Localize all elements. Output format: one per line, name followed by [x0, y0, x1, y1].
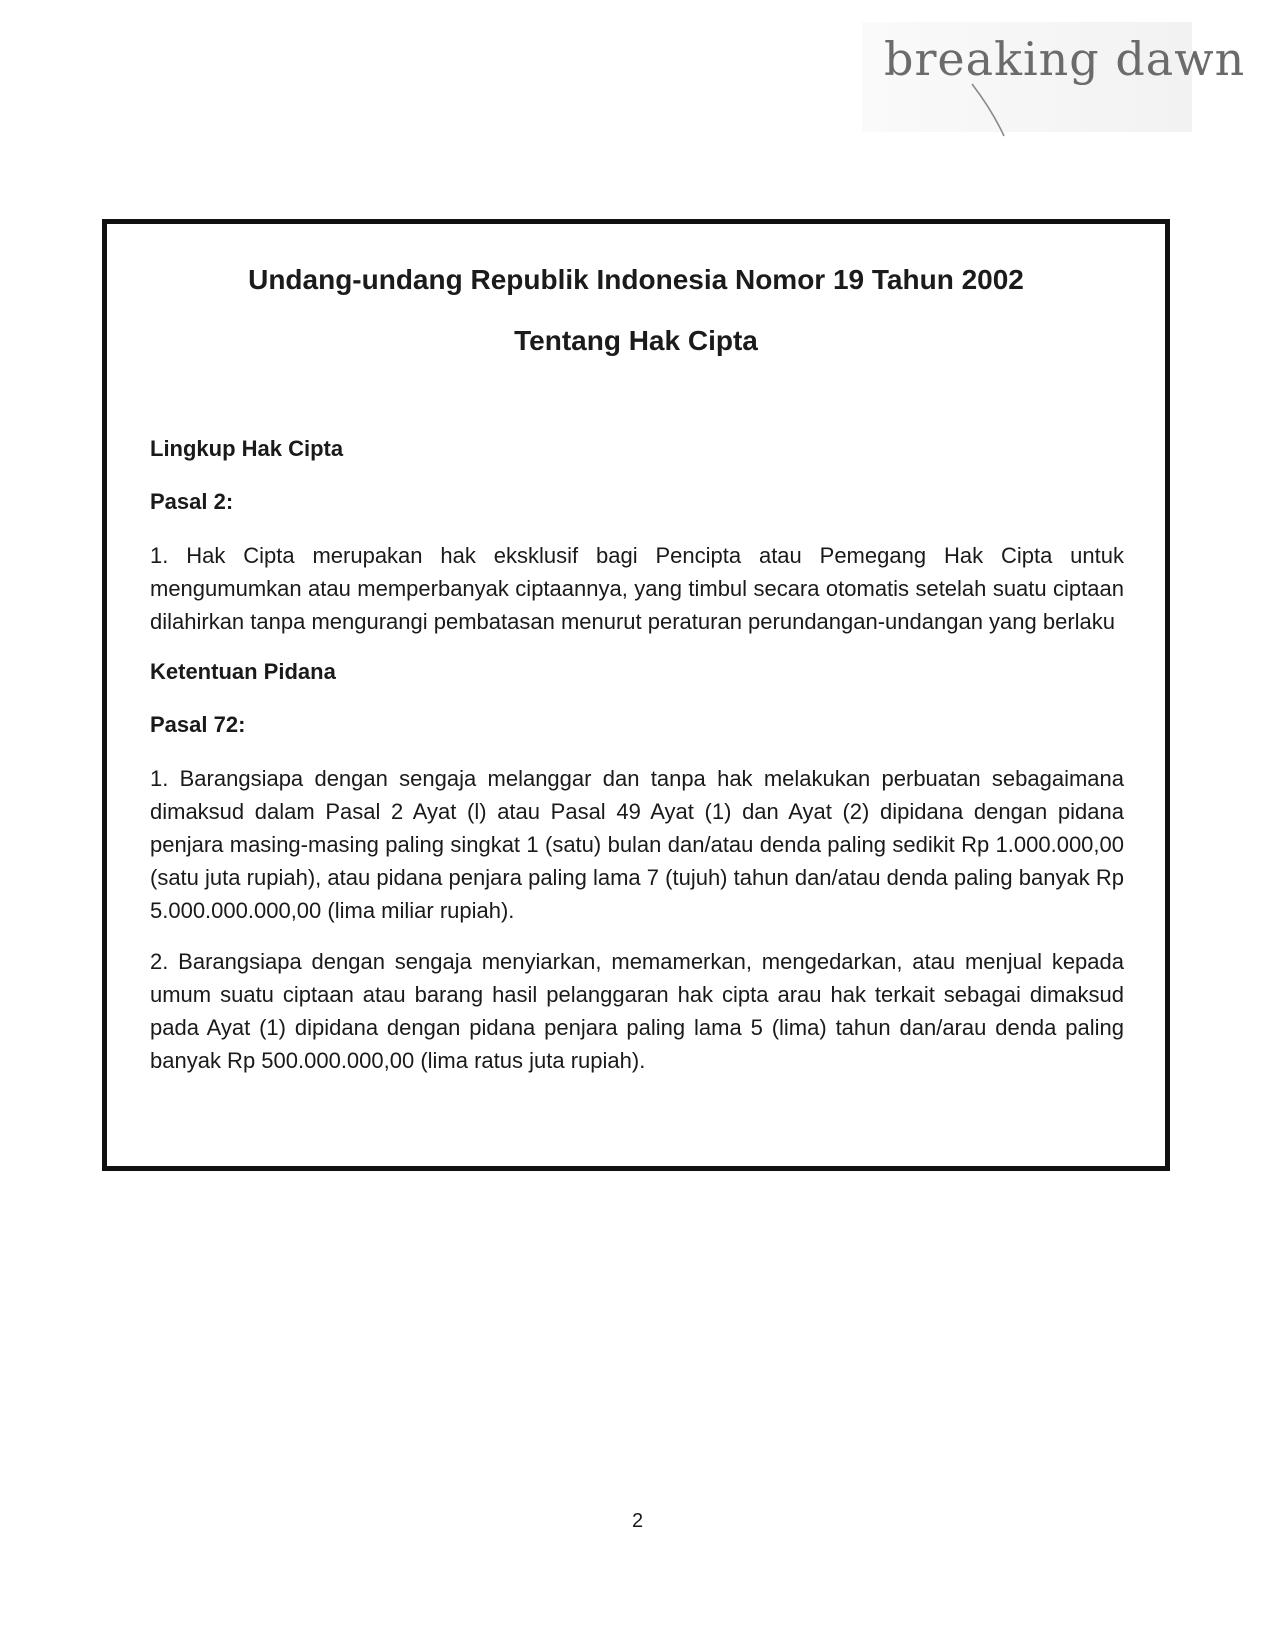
page-number: 2: [631, 1510, 644, 1532]
logo-text: breaking dawn: [884, 32, 1246, 86]
pasal-72-paragraph-1: 1. Barangsiapa dengan sengaja melanggar dan tanpa hak melakukan perbuatan sebagaimana dimaksud dalam Pasal 2 Ayat (l) atau Pasal 49 Ayat (1) dan Ayat (2) dipidana dengan pidana penjara masing-masing paling singkat 1 (satu) bulan dan/atau denda paling sedikit Rp 1.000.000,00 (satu juta rupiah), atau pidana penjara paling lama 7 (tujuh) tahun dan/atau denda paling banyak Rp 5.000.000.000,00 (lima miliar rupiah).: [150, 766, 1124, 923]
document-content: [150, 433, 1124, 1095]
logo-flourish-icon: [952, 80, 1092, 140]
document-title: Undang-undang Republik Indonesia Nomor 19 Tahun 2002: [248, 264, 1024, 295]
breaking-dawn-logo: [862, 22, 1246, 132]
document-subtitle: Tentang Hak Cipta: [514, 325, 758, 356]
pasal-2-paragraph-1: 1. Hak Cipta merupakan hak eksklusif bagi Pencipta atau Pemegang Hak Cipta untuk mengumumkan atau memperbanyak ciptaannya, yang timbul secara otomatis setelah suatu ciptaan dilahirkan tanpa mengurangi pembatasan menurut peraturan perundangan-undangan yang berlaku: [150, 543, 1124, 634]
pasal-72-paragraph-2: 2. Barangsiapa dengan sengaja menyiarkan, memamerkan, mengedarkan, atau menjual kepada umum suatu ciptaan atau barang hasil pelanggaran hak cipta arau hak terkait sebagai dimaksud pada Ayat (1) dipidana dengan pidana penjara paling lama 5 (lima) tahun dan/arau denda paling banyak Rp 500.000.000,00 (lima ratus juta rupiah).: [150, 949, 1124, 1073]
section-heading-ketentuan: Ketentuan Pidana: [150, 659, 336, 684]
section-subheading-pasal-2: Pasal 2:: [150, 489, 234, 514]
section-subheading-pasal-72: Pasal 72:: [150, 712, 246, 737]
copyright-notice-box: [102, 219, 1170, 1171]
section-heading-lingkup: Lingkup Hak Cipta: [150, 436, 344, 461]
